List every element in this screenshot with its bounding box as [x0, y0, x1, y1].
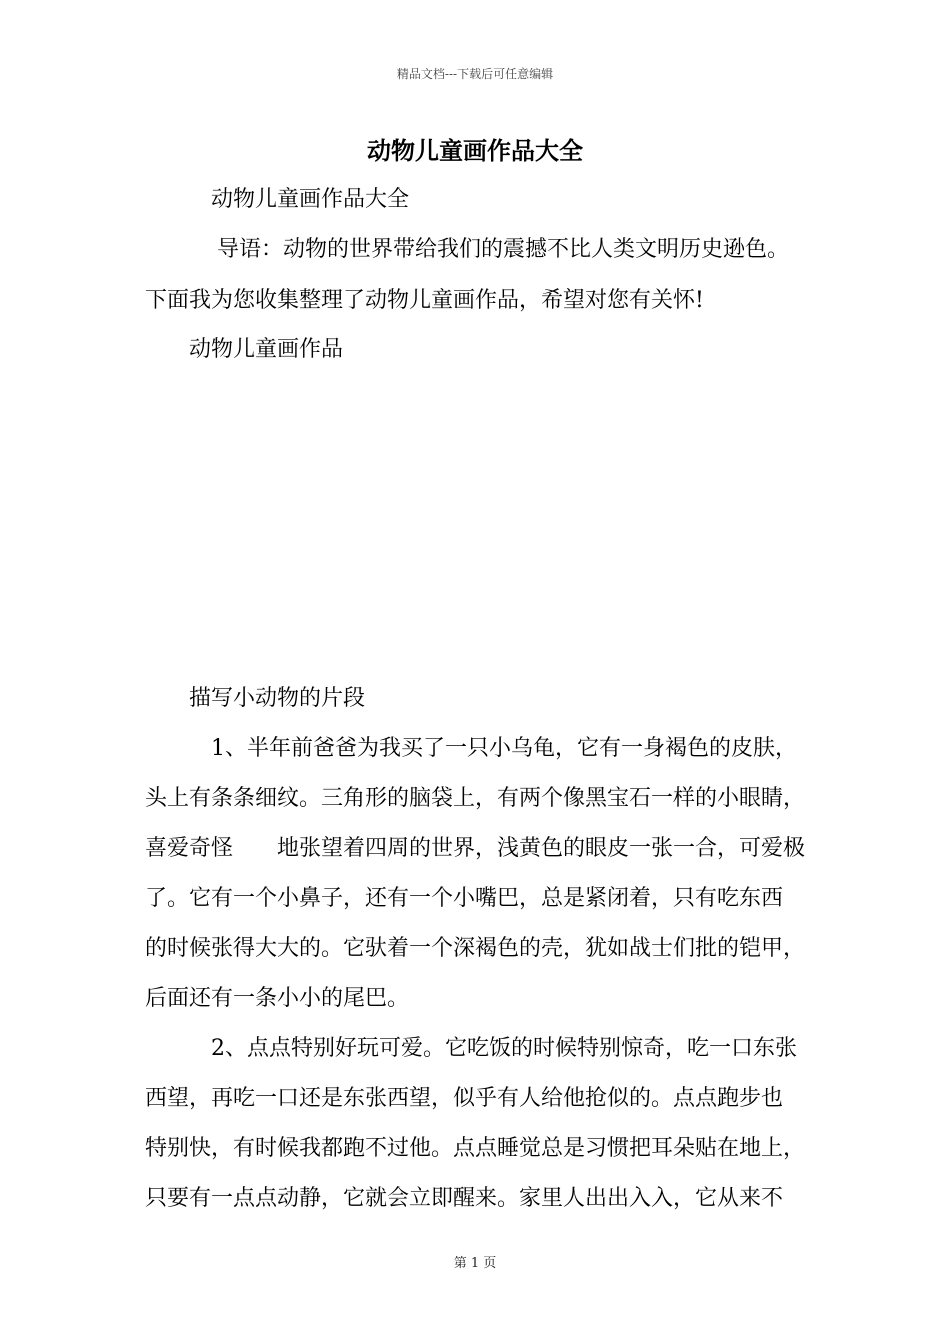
paragraph-1-line-2: 头上有条条细纹。三角形的脑袋上，有两个像黑宝石一样的小眼睛，	[145, 786, 806, 811]
intro-line-2: 下面我为您收集整理了动物儿童画作品，希望对您有关怀!	[145, 288, 704, 313]
page-number: 第 1 页	[453, 1256, 497, 1271]
paragraph-1-line-6: 后面还有一条小小的尾巴。	[145, 986, 410, 1011]
intro-line-1: 导语：动物的世界带给我们的震撼不比人类文明历史逊色。	[217, 237, 790, 262]
paragraph-2-line-2: 西望，再吃一口还是东张西望，似乎有人给他抢似的。点点跑步也	[145, 1086, 784, 1111]
paragraph-2-line-4: 只要有一点点动静，它就会立即醒来。家里人出出入入，它从来不	[145, 1186, 784, 1211]
paragraph-1-line-5: 的时候张得大大的。它驮着一个深褐色的壳，犹如战士们批的铠甲，	[145, 936, 806, 961]
paragraph-2-line-1: 2、点点特别好玩可爱。它吃饭的时候特别惊奇，吃一口东张	[211, 1036, 797, 1061]
page-header: 精品文档---下载后可任意编辑	[396, 67, 554, 81]
section-heading-artwork: 动物儿童画作品	[189, 337, 344, 362]
paragraph-1-line-1: 1、半年前爸爸为我买了一只小乌龟，它有一身褐色的皮肤，	[211, 736, 797, 761]
document-subtitle: 动物儿童画作品大全	[211, 187, 410, 212]
paragraph-2-line-3: 特别快，有时候我都跑不过他。点点睡觉总是习惯把耳朵贴在地上，	[145, 1136, 806, 1161]
paragraph-1-line-4: 了。它有一个小鼻子，还有一个小嘴巴，总是紧闭着，只有吃东西	[145, 886, 784, 911]
paragraph-1-line-3: 喜爱奇怪 地张望着四周的世界，浅黄色的眼皮一张一合，可爱极	[145, 836, 806, 861]
document-title: 动物儿童画作品大全	[367, 136, 583, 165]
section-heading-passages: 描写小动物的片段	[189, 686, 366, 711]
